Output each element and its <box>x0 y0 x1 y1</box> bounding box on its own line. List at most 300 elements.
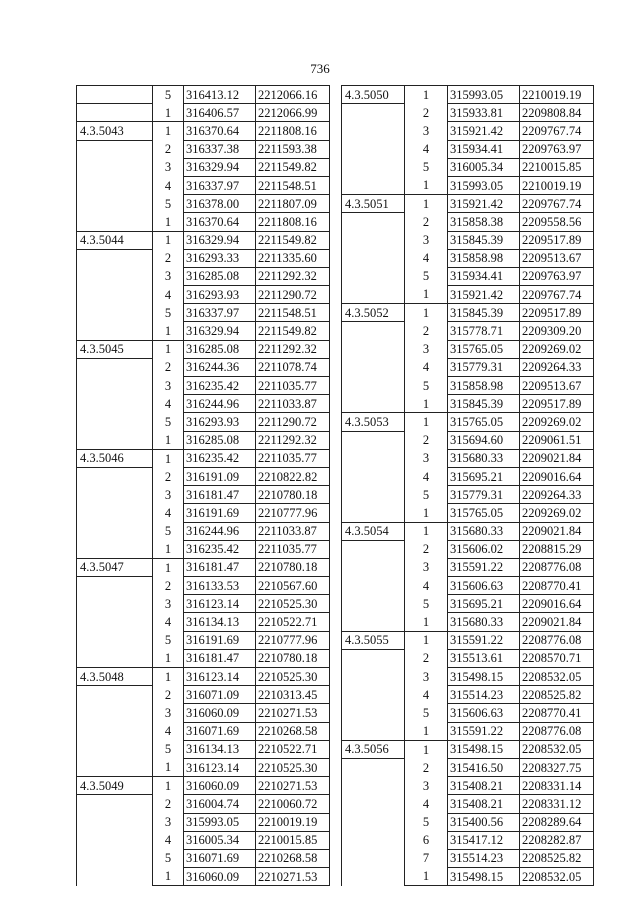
x-coordinate-cell: 316329.94 <box>184 231 256 249</box>
point-number-cell: 5 <box>405 704 448 722</box>
x-coordinate-cell: 316060.09 <box>184 704 256 722</box>
table-row <box>342 522 594 540</box>
point-number-cell: 1 <box>153 649 184 667</box>
parcel-id-cell: 4.3.5053 <box>342 413 405 431</box>
x-coordinate-cell: 315845.39 <box>448 304 520 322</box>
y-coordinate-cell: 2209016.64 <box>520 595 594 613</box>
table-row <box>342 795 594 813</box>
table-row <box>77 213 330 231</box>
x-coordinate-cell: 315993.05 <box>448 176 520 194</box>
parcel-id-cell <box>342 213 405 231</box>
x-coordinate-cell: 316293.93 <box>184 413 256 431</box>
parcel-id-cell <box>77 795 153 813</box>
point-number-cell: 1 <box>405 613 448 631</box>
table-row <box>77 813 330 831</box>
parcel-id-cell <box>342 449 405 467</box>
parcel-id-cell <box>77 158 153 176</box>
point-number-cell: 3 <box>405 558 448 576</box>
x-coordinate-cell: 315993.05 <box>184 813 256 831</box>
y-coordinate-cell: 2211593.38 <box>256 140 330 158</box>
y-coordinate-cell: 2210522.71 <box>256 740 330 758</box>
parcel-id-cell <box>342 358 405 376</box>
x-coordinate-cell: 316329.94 <box>184 322 256 340</box>
x-coordinate-cell: 316235.42 <box>184 377 256 395</box>
point-number-cell: 1 <box>153 540 184 558</box>
point-number-cell: 2 <box>405 322 448 340</box>
point-number-cell: 1 <box>405 195 448 213</box>
point-number-cell: 5 <box>153 304 184 322</box>
parcel-id-cell <box>342 395 405 413</box>
table-row <box>77 104 330 122</box>
table-row <box>77 449 330 467</box>
parcel-id-cell: 4.3.5051 <box>342 195 405 213</box>
point-number-cell: 4 <box>405 795 448 813</box>
parcel-id-cell <box>342 795 405 813</box>
table-row <box>342 668 594 686</box>
y-coordinate-cell: 2210019.19 <box>256 813 330 831</box>
point-number-cell: 2 <box>405 431 448 449</box>
point-number-cell: 1 <box>153 777 184 795</box>
y-coordinate-cell: 2209269.02 <box>520 340 594 358</box>
table-row <box>342 486 594 504</box>
x-coordinate-cell: 316181.47 <box>184 649 256 667</box>
x-coordinate-cell: 315498.15 <box>448 740 520 758</box>
y-coordinate-cell: 2209061.51 <box>520 431 594 449</box>
table-row <box>77 595 330 613</box>
y-coordinate-cell: 2208776.08 <box>520 722 594 740</box>
y-coordinate-cell: 2208532.05 <box>520 868 594 886</box>
y-coordinate-cell: 2209269.02 <box>520 413 594 431</box>
table-row <box>77 722 330 740</box>
y-coordinate-cell: 2209513.67 <box>520 377 594 395</box>
y-coordinate-cell: 2208570.71 <box>520 649 594 667</box>
table-row <box>342 213 594 231</box>
point-number-cell: 1 <box>405 286 448 304</box>
parcel-id-cell <box>342 777 405 795</box>
parcel-id-cell <box>77 358 153 376</box>
table-row <box>342 249 594 267</box>
y-coordinate-cell: 2212066.99 <box>256 104 330 122</box>
x-coordinate-cell: 316133.53 <box>184 577 256 595</box>
y-coordinate-cell: 2211035.77 <box>256 540 330 558</box>
point-number-cell: 1 <box>153 340 184 358</box>
point-number-cell: 4 <box>405 467 448 485</box>
x-coordinate-cell: 316337.97 <box>184 176 256 194</box>
table-row <box>342 467 594 485</box>
y-coordinate-cell: 2210777.96 <box>256 631 330 649</box>
x-coordinate-cell: 316235.42 <box>184 540 256 558</box>
point-number-cell: 2 <box>153 577 184 595</box>
table-row <box>342 722 594 740</box>
y-coordinate-cell: 2211808.16 <box>256 122 330 140</box>
parcel-id-cell: 4.3.5047 <box>77 558 153 576</box>
point-number-cell: 3 <box>153 267 184 285</box>
parcel-id-cell: 4.3.5045 <box>77 340 153 358</box>
y-coordinate-cell: 2210525.30 <box>256 758 330 776</box>
table-row <box>77 649 330 667</box>
table-row <box>77 522 330 540</box>
y-coordinate-cell: 2208776.08 <box>520 558 594 576</box>
y-coordinate-cell: 2211290.72 <box>256 413 330 431</box>
parcel-id-cell <box>342 267 405 285</box>
x-coordinate-cell: 315858.98 <box>448 249 520 267</box>
parcel-id-cell <box>77 249 153 267</box>
parcel-id-cell <box>77 631 153 649</box>
point-number-cell: 5 <box>153 413 184 431</box>
parcel-id-cell <box>77 522 153 540</box>
point-number-cell: 1 <box>153 758 184 776</box>
parcel-id-cell <box>77 377 153 395</box>
x-coordinate-cell: 315514.23 <box>448 849 520 867</box>
x-coordinate-cell: 315680.33 <box>448 449 520 467</box>
y-coordinate-cell: 2210015.85 <box>256 831 330 849</box>
table-row <box>342 104 594 122</box>
parcel-id-cell <box>77 758 153 776</box>
table-row <box>342 631 594 649</box>
x-coordinate-cell: 315591.22 <box>448 558 520 576</box>
point-number-cell: 5 <box>153 631 184 649</box>
x-coordinate-cell: 315606.63 <box>448 704 520 722</box>
point-number-cell: 3 <box>405 777 448 795</box>
table-row <box>342 613 594 631</box>
point-number-cell: 1 <box>405 631 448 649</box>
point-number-cell: 1 <box>153 104 184 122</box>
parcel-id-cell <box>342 140 405 158</box>
y-coordinate-cell: 2208770.41 <box>520 577 594 595</box>
x-coordinate-cell: 316071.69 <box>184 722 256 740</box>
parcel-id-cell: 4.3.5048 <box>77 668 153 686</box>
x-coordinate-cell: 315921.42 <box>448 195 520 213</box>
point-number-cell: 5 <box>153 849 184 867</box>
table-row <box>342 286 594 304</box>
parcel-id-cell <box>77 540 153 558</box>
x-coordinate-cell: 316370.64 <box>184 213 256 231</box>
y-coordinate-cell: 2212066.16 <box>256 86 330 104</box>
table-row <box>342 813 594 831</box>
parcel-id-cell <box>342 868 405 886</box>
coordinates-table-left <box>76 85 330 886</box>
table-row <box>77 413 330 431</box>
point-number-cell: 2 <box>153 249 184 267</box>
x-coordinate-cell: 316134.13 <box>184 613 256 631</box>
parcel-id-cell <box>77 286 153 304</box>
x-coordinate-cell: 315408.21 <box>448 777 520 795</box>
point-number-cell: 1 <box>153 213 184 231</box>
table-row <box>342 140 594 158</box>
x-coordinate-cell: 316293.33 <box>184 249 256 267</box>
table-row <box>342 158 594 176</box>
x-coordinate-cell: 315680.33 <box>448 522 520 540</box>
x-coordinate-cell: 316123.14 <box>184 758 256 776</box>
y-coordinate-cell: 2209021.84 <box>520 613 594 631</box>
point-number-cell: 4 <box>153 831 184 849</box>
parcel-id-cell <box>77 431 153 449</box>
parcel-id-cell <box>77 813 153 831</box>
y-coordinate-cell: 2208331.12 <box>520 795 594 813</box>
parcel-id-cell <box>77 868 153 886</box>
table-row <box>342 340 594 358</box>
parcel-id-cell <box>77 577 153 595</box>
point-number-cell: 4 <box>405 140 448 158</box>
x-coordinate-cell: 316406.57 <box>184 104 256 122</box>
y-coordinate-cell: 2209513.67 <box>520 249 594 267</box>
point-number-cell: 1 <box>153 558 184 576</box>
parcel-id-cell <box>77 213 153 231</box>
point-number-cell: 4 <box>153 613 184 631</box>
parcel-id-cell <box>77 504 153 522</box>
point-number-cell: 1 <box>405 413 448 431</box>
x-coordinate-cell: 316370.64 <box>184 122 256 140</box>
point-number-cell: 3 <box>153 595 184 613</box>
point-number-cell: 1 <box>405 304 448 322</box>
point-number-cell: 5 <box>405 813 448 831</box>
table-row <box>342 413 594 431</box>
x-coordinate-cell: 316005.34 <box>184 831 256 849</box>
y-coordinate-cell: 2209767.74 <box>520 122 594 140</box>
table-row <box>342 740 594 758</box>
table-row <box>77 340 330 358</box>
y-coordinate-cell: 2211078.74 <box>256 358 330 376</box>
table-row <box>77 686 330 704</box>
parcel-id-cell <box>342 231 405 249</box>
y-coordinate-cell: 2211292.32 <box>256 431 330 449</box>
parcel-id-cell <box>342 176 405 194</box>
table-row <box>77 140 330 158</box>
x-coordinate-cell: 315765.05 <box>448 413 520 431</box>
table-row <box>342 195 594 213</box>
parcel-id-cell <box>342 722 405 740</box>
y-coordinate-cell: 2209517.89 <box>520 304 594 322</box>
parcel-id-cell <box>77 176 153 194</box>
x-coordinate-cell: 316337.97 <box>184 304 256 322</box>
point-number-cell: 1 <box>153 449 184 467</box>
y-coordinate-cell: 2210780.18 <box>256 649 330 667</box>
y-coordinate-cell: 2208532.05 <box>520 740 594 758</box>
x-coordinate-cell: 315408.21 <box>448 795 520 813</box>
x-coordinate-cell: 316285.08 <box>184 340 256 358</box>
y-coordinate-cell: 2211035.77 <box>256 377 330 395</box>
table-row <box>342 704 594 722</box>
parcel-id-cell: 4.3.5055 <box>342 631 405 649</box>
x-coordinate-cell: 315591.22 <box>448 722 520 740</box>
x-coordinate-cell: 316071.69 <box>184 849 256 867</box>
parcel-id-cell <box>342 340 405 358</box>
parcel-id-cell: 4.3.5043 <box>77 122 153 140</box>
table-row <box>77 231 330 249</box>
parcel-id-cell <box>77 467 153 485</box>
table-row <box>77 613 330 631</box>
x-coordinate-cell: 316378.00 <box>184 195 256 213</box>
x-coordinate-cell: 316293.93 <box>184 286 256 304</box>
x-coordinate-cell: 316005.34 <box>448 158 520 176</box>
x-coordinate-cell: 315779.31 <box>448 486 520 504</box>
y-coordinate-cell: 2209021.84 <box>520 522 594 540</box>
x-coordinate-cell: 315858.38 <box>448 213 520 231</box>
table-row <box>342 558 594 576</box>
parcel-id-cell <box>77 140 153 158</box>
point-number-cell: 1 <box>405 176 448 194</box>
point-number-cell: 5 <box>405 377 448 395</box>
y-coordinate-cell: 2211035.77 <box>256 449 330 467</box>
table-row <box>342 304 594 322</box>
table-row <box>342 868 594 886</box>
parcel-id-cell <box>342 504 405 522</box>
point-number-cell: 3 <box>153 813 184 831</box>
point-number-cell: 7 <box>405 849 448 867</box>
table-row <box>77 176 330 194</box>
point-number-cell: 2 <box>405 649 448 667</box>
x-coordinate-cell: 316285.08 <box>184 267 256 285</box>
parcel-id-cell <box>342 704 405 722</box>
x-coordinate-cell: 316060.09 <box>184 777 256 795</box>
y-coordinate-cell: 2210268.58 <box>256 722 330 740</box>
parcel-id-cell: 4.3.5044 <box>77 231 153 249</box>
parcel-id-cell <box>342 431 405 449</box>
parcel-id-cell <box>77 195 153 213</box>
x-coordinate-cell: 315934.41 <box>448 140 520 158</box>
point-number-cell: 2 <box>153 467 184 485</box>
point-number-cell: 4 <box>405 577 448 595</box>
x-coordinate-cell: 316004.74 <box>184 795 256 813</box>
table-row <box>77 395 330 413</box>
point-number-cell: 3 <box>153 704 184 722</box>
parcel-id-cell <box>342 758 405 776</box>
table-row <box>77 431 330 449</box>
x-coordinate-cell: 315513.61 <box>448 649 520 667</box>
table-row <box>342 231 594 249</box>
point-number-cell: 1 <box>153 868 184 886</box>
table-row <box>77 795 330 813</box>
y-coordinate-cell: 2211807.09 <box>256 195 330 213</box>
y-coordinate-cell: 2210060.72 <box>256 795 330 813</box>
parcel-id-cell <box>77 831 153 849</box>
parcel-id-cell <box>77 322 153 340</box>
point-number-cell: 1 <box>153 668 184 686</box>
table-row <box>77 377 330 395</box>
x-coordinate-cell: 316191.69 <box>184 631 256 649</box>
table-row <box>342 176 594 194</box>
parcel-id-cell: 4.3.5050 <box>342 86 405 104</box>
table-row <box>77 158 330 176</box>
y-coordinate-cell: 2210015.85 <box>520 158 594 176</box>
y-coordinate-cell: 2209808.84 <box>520 104 594 122</box>
x-coordinate-cell: 315606.63 <box>448 577 520 595</box>
point-number-cell: 3 <box>405 340 448 358</box>
point-number-cell: 1 <box>405 868 448 886</box>
y-coordinate-cell: 2209517.89 <box>520 231 594 249</box>
point-number-cell: 2 <box>405 758 448 776</box>
point-number-cell: 5 <box>405 486 448 504</box>
y-coordinate-cell: 2209517.89 <box>520 395 594 413</box>
parcel-id-cell <box>342 558 405 576</box>
x-coordinate-cell: 316181.47 <box>184 486 256 504</box>
y-coordinate-cell: 2209763.97 <box>520 140 594 158</box>
parcel-id-cell <box>342 104 405 122</box>
x-coordinate-cell: 315934.41 <box>448 267 520 285</box>
point-number-cell: 5 <box>405 595 448 613</box>
y-coordinate-cell: 2209767.74 <box>520 286 594 304</box>
y-coordinate-cell: 2209264.33 <box>520 486 594 504</box>
table-row <box>77 740 330 758</box>
y-coordinate-cell: 2209309.20 <box>520 322 594 340</box>
y-coordinate-cell: 2210019.19 <box>520 176 594 194</box>
y-coordinate-cell: 2208776.08 <box>520 631 594 649</box>
y-coordinate-cell: 2208525.82 <box>520 686 594 704</box>
y-coordinate-cell: 2211292.32 <box>256 267 330 285</box>
parcel-id-cell <box>342 540 405 558</box>
parcel-id-cell <box>77 704 153 722</box>
table-row <box>77 504 330 522</box>
y-coordinate-cell: 2209021.84 <box>520 449 594 467</box>
table-row <box>77 304 330 322</box>
x-coordinate-cell: 315845.39 <box>448 231 520 249</box>
point-number-cell: 3 <box>405 122 448 140</box>
table-row <box>77 668 330 686</box>
point-number-cell: 4 <box>405 358 448 376</box>
table-row <box>77 267 330 285</box>
table-row <box>77 358 330 376</box>
table-row <box>342 758 594 776</box>
x-coordinate-cell: 316244.36 <box>184 358 256 376</box>
parcel-id-cell <box>77 613 153 631</box>
table-row <box>342 122 594 140</box>
point-number-cell: 1 <box>405 722 448 740</box>
x-coordinate-cell: 315993.05 <box>448 86 520 104</box>
x-coordinate-cell: 315400.56 <box>448 813 520 831</box>
parcel-id-cell <box>342 486 405 504</box>
x-coordinate-cell: 316123.14 <box>184 668 256 686</box>
table-row <box>77 486 330 504</box>
y-coordinate-cell: 2211548.51 <box>256 304 330 322</box>
point-number-cell: 5 <box>153 86 184 104</box>
parcel-id-cell <box>342 377 405 395</box>
point-number-cell: 6 <box>405 831 448 849</box>
parcel-id-cell <box>342 286 405 304</box>
parcel-id-cell <box>342 595 405 613</box>
table-row <box>77 249 330 267</box>
x-coordinate-cell: 316134.13 <box>184 740 256 758</box>
y-coordinate-cell: 2211808.16 <box>256 213 330 231</box>
parcel-id-cell <box>342 158 405 176</box>
parcel-id-cell <box>77 722 153 740</box>
x-coordinate-cell: 315416.50 <box>448 758 520 776</box>
parcel-id-cell <box>342 849 405 867</box>
point-number-cell: 1 <box>405 395 448 413</box>
x-coordinate-cell: 316413.12 <box>184 86 256 104</box>
y-coordinate-cell: 2211549.82 <box>256 231 330 249</box>
parcel-id-cell <box>342 322 405 340</box>
table-row <box>342 540 594 558</box>
table-row <box>77 631 330 649</box>
y-coordinate-cell: 2210271.53 <box>256 704 330 722</box>
parcel-id-cell <box>77 267 153 285</box>
point-number-cell: 4 <box>153 286 184 304</box>
point-number-cell: 4 <box>153 504 184 522</box>
y-coordinate-cell: 2210271.53 <box>256 868 330 886</box>
point-number-cell: 5 <box>405 267 448 285</box>
table-row <box>342 577 594 595</box>
point-number-cell: 4 <box>405 686 448 704</box>
x-coordinate-cell: 316329.94 <box>184 158 256 176</box>
y-coordinate-cell: 2211549.82 <box>256 158 330 176</box>
y-coordinate-cell: 2208331.14 <box>520 777 594 795</box>
point-number-cell: 3 <box>153 377 184 395</box>
parcel-id-cell <box>77 649 153 667</box>
y-coordinate-cell: 2210822.82 <box>256 467 330 485</box>
parcel-id-cell: 4.3.5052 <box>342 304 405 322</box>
point-number-cell: 3 <box>405 668 448 686</box>
table-row <box>342 449 594 467</box>
